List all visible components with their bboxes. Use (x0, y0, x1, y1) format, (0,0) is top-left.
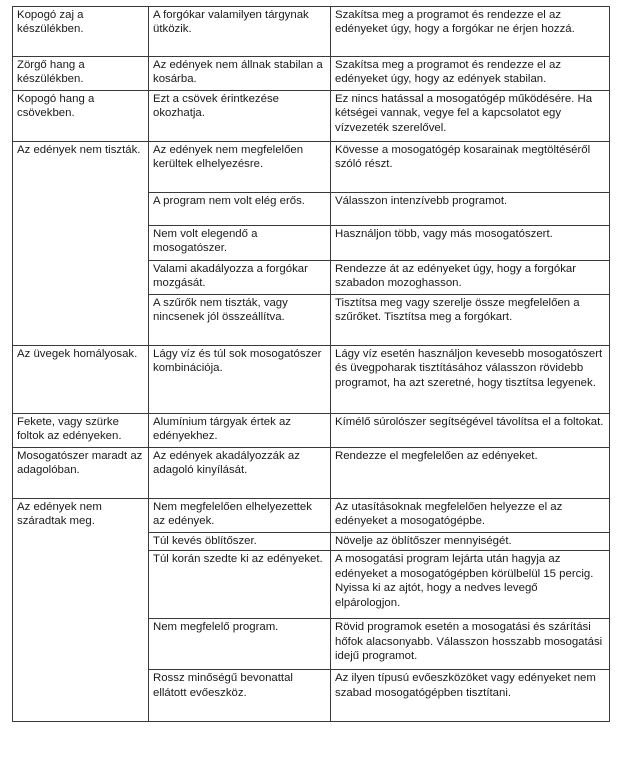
problem-cell: Mosogatószer maradt az adagolóban. (13, 448, 149, 499)
cause-cell: Lágy víz és túl sok mosogatószer kombinációja. (149, 346, 331, 414)
table-row (13, 499, 610, 533)
table-row (13, 414, 610, 448)
solution-cell: Használjon több, vagy más mosogatószert. (331, 226, 610, 261)
cause-cell: A program nem volt elég erős. (149, 193, 331, 226)
solution-cell: Lágy víz esetén használjon kevesebb mosogatószert és üvegpoharak tisztításához válasszon rövidebb programot, ha azt szeretné, hogy tisztítsa legyenek. (331, 346, 610, 414)
solution-cell: Kímélő súrolószer segítségével távolítsa el a foltokat. (331, 414, 610, 448)
cause-cell: Az edények nem megfelelően kerültek elhelyezésre. (149, 142, 331, 193)
problem-cell: Az edények nem száradtak meg. (13, 499, 149, 722)
problem-cell: Az üvegek homályosak. (13, 346, 149, 414)
cause-cell: Ezt a csövek érintkezése okozhatja. (149, 91, 331, 142)
cause-cell: Túl korán szedte ki az edényeket. (149, 551, 331, 619)
solution-cell: Válasszon intenzívebb programot. (331, 193, 610, 226)
problem-cell: Kopogó hang a csövekben. (13, 91, 149, 142)
solution-cell: Szakítsa meg a programot és rendezze el az edényeket úgy, hogy a forgókar ne érjen hozzá. (331, 7, 610, 57)
cause-cell: A szűrők nem tiszták, vagy nincsenek jól összeállítva. (149, 295, 331, 346)
cause-cell: Nem megfelelően elhelyezettek az edények. (149, 499, 331, 533)
troubleshooting-table (12, 6, 610, 722)
solution-cell: Tisztítsa meg vagy szerelje össze megfelelően a szűrőket. Tisztítsa meg a forgókart. (331, 295, 610, 346)
solution-cell: Növelje az öblítőszer mennyiségét. (331, 533, 610, 551)
table-row (13, 91, 610, 142)
cause-cell: Alumínium tárgyak értek az edényekhez. (149, 414, 331, 448)
solution-cell: A mosogatási program lejárta után hagyja az edényeket a mosogatógépben körülbelül 15 percig. Nyissa ki az ajtót, hogy a nedves levegő elpárologjon. (331, 551, 610, 619)
solution-cell: Rendezze el megfelelően az edényeket. (331, 448, 610, 499)
table-row (13, 7, 610, 57)
solution-cell: Ez nincs hatással a mosogatógép működésére. Ha kétségei vannak, vegye fel a kapcsolatot egy vízvezeték szerelővel. (331, 91, 610, 142)
cause-cell: Nem megfelelő program. (149, 619, 331, 670)
cause-cell: Az edények akadályozzák az adagoló kinyílását. (149, 448, 331, 499)
table-row (13, 57, 610, 91)
problem-cell: Kopogó zaj a készülékben. (13, 7, 149, 57)
cause-cell: A forgókar valamilyen tárgynak ütközik. (149, 7, 331, 57)
troubleshooting-page (12, 6, 610, 722)
solution-cell: Rendezze át az edényeket úgy, hogy a forgókar szabadon mozoghasson. (331, 261, 610, 295)
table-row (13, 346, 610, 414)
solution-cell: Az ilyen típusú evőeszközöket vagy edényeket nem szabad mosogatógépben tisztítani. (331, 670, 610, 722)
cause-cell: Nem volt elegendő a mosogatószer. (149, 226, 331, 261)
solution-cell: Kövesse a mosogatógép kosarainak megtöltéséről szóló részt. (331, 142, 610, 193)
solution-cell: Rövid programok esetén a mosogatási és szárítási hőfok alacsonyabb. Válasszon hosszabb mosogatási idejű programot. (331, 619, 610, 670)
problem-cell: Az edények nem tiszták. (13, 142, 149, 346)
cause-cell: Túl kevés öblítőszer. (149, 533, 331, 551)
problem-cell: Zörgő hang a készülékben. (13, 57, 149, 91)
cause-cell: Az edények nem állnak stabilan a kosárba. (149, 57, 331, 91)
cause-cell: Valami akadályozza a forgókar mozgását. (149, 261, 331, 295)
cause-cell: Rossz minőségű bevonattal ellátott evőeszköz. (149, 670, 331, 722)
solution-cell: Szakítsa meg a programot és rendezze el az edényeket úgy, hogy az edények stabilan. (331, 57, 610, 91)
table-row (13, 448, 610, 499)
problem-cell: Fekete, vagy szürke foltok az edényeken. (13, 414, 149, 448)
table-row (13, 142, 610, 193)
solution-cell: Az utasításoknak megfelelően helyezze el az edényeket a mosogatógépbe. (331, 499, 610, 533)
